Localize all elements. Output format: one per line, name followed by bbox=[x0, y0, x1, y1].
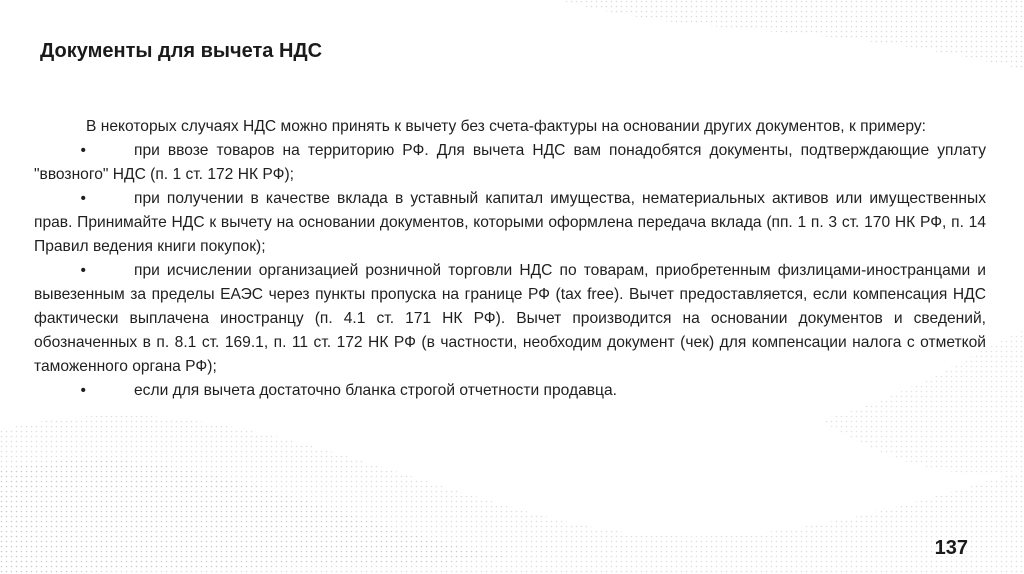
bullet-icon: • bbox=[80, 262, 86, 279]
bullet-item bbox=[34, 259, 986, 379]
bullet-text: при ввозе товаров на территорию РФ. Для вычета НДС вам понадобятся документы, подтверждающие уплату "ввозного" НДС (п. 1 ст. 172 НК РФ); bbox=[34, 142, 986, 183]
bullet-icon: • bbox=[80, 382, 86, 399]
bullet-icon: • bbox=[80, 142, 86, 159]
bullet-text: при получении в качестве вклада в уставный капитал имущества, нематериальных активов или имущественных прав. Принимайте НДС к вычету на основании документов, которыми оформлена передача вклада (пп. 1 п. 3 ст. 170 НК РФ, п. 14 Правил ведения книги покупок); bbox=[34, 190, 986, 255]
bullet-item bbox=[34, 379, 986, 403]
bullet-text: при исчислении организацией розничной торговли НДС по товарам, приобретенным физлицами-иностранцами и вывезенным за пределы ЕАЭС через пункты пропуска на границе РФ (tax free). Вычет предоставляется, если компенсация НДС фактически выплачена иностранцу (п. 4.1 ст. 171 НК РФ). Вычет производится на основании документов и сведений, обозначенных в п. 8.1 ст. 169.1, п. 11 ст. 172 НК РФ (в частности, необходим документ (чек) для компенсации налога с отметкой таможенного органа РФ); bbox=[34, 262, 986, 375]
slide-title: Документы для вычета НДС bbox=[40, 40, 323, 62]
bullet-item bbox=[34, 139, 986, 187]
intro-paragraph: В некоторых случаях НДС можно принять к вычету без счета-фактуры на основании других документов, к примеру: bbox=[86, 118, 926, 135]
slide-body bbox=[34, 115, 986, 403]
bullet-item bbox=[34, 187, 986, 259]
bullet-icon: • bbox=[80, 190, 86, 207]
bullet-text: если для вычета достаточно бланка строгой отчетности продавца. bbox=[134, 382, 617, 399]
page-number: 137 bbox=[934, 537, 968, 559]
